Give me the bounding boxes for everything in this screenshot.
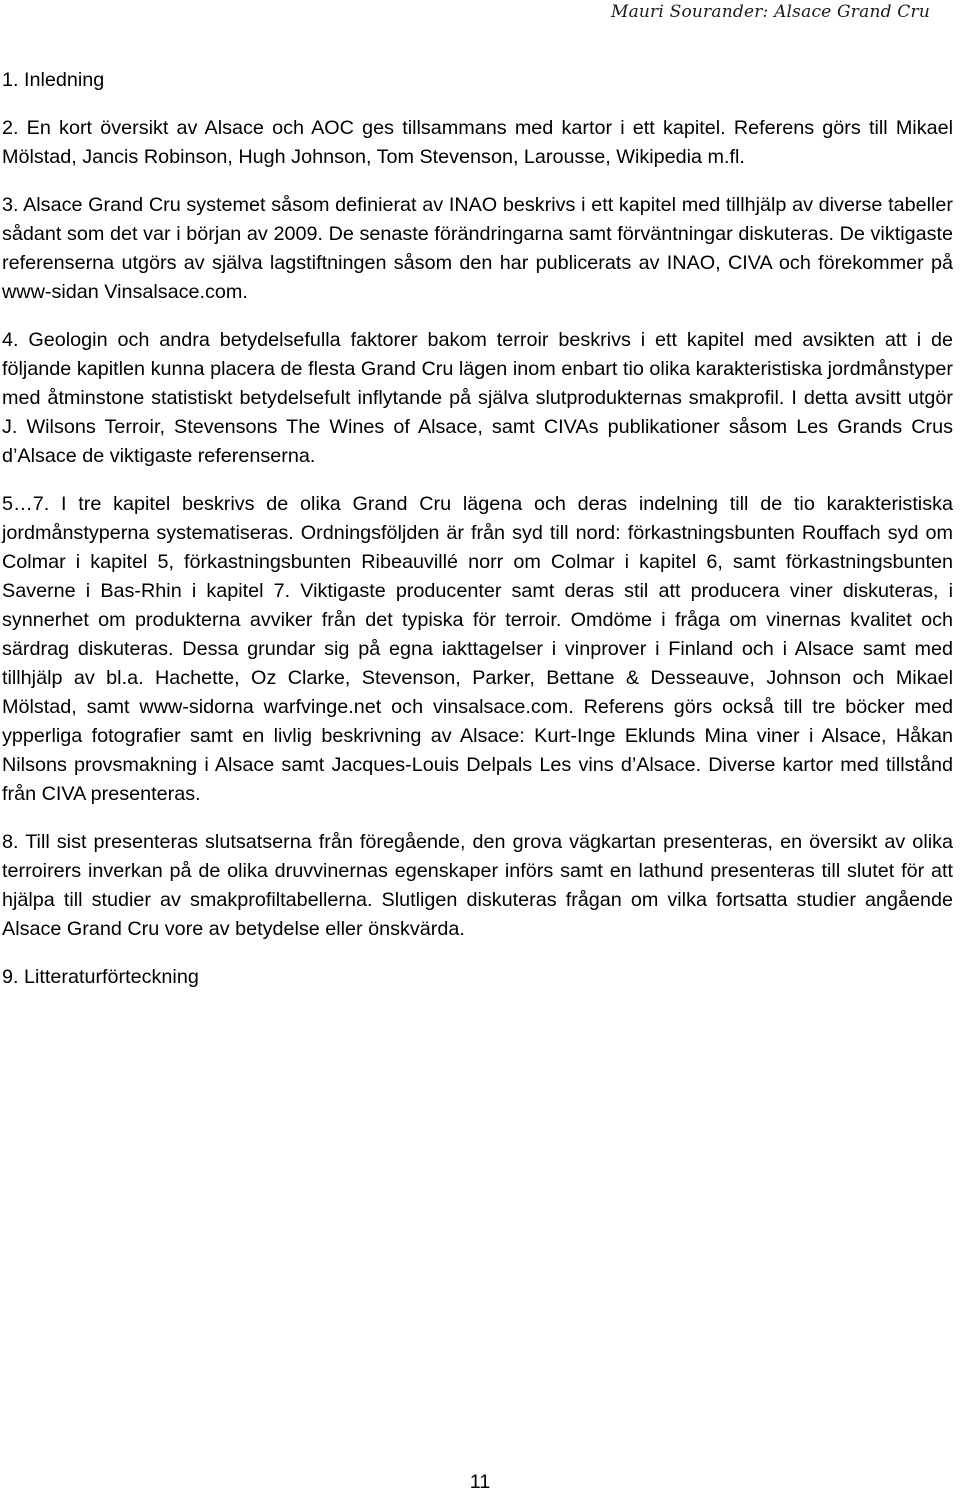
chapter-item-8: 8. Till sist presenteras slutsatserna från föregående, den grova vägkartan presenteras, en översikt av olika terroirers inverkan på de olika druvvinernas egenskaper införs samt en lathund presenteras till slutet för att hjälpa till studier av smakprofiltabellerna. Slutligen diskuteras frågan om vilka fortsatta studier angående Alsace Grand Cru vore av betydelse eller önskvärda. bbox=[2, 831, 953, 940]
chapter-item-4: 4. Geologin och andra betydelsefulla faktorer bakom terroir beskrivs i ett kapitel med avsikten att i de följande kapitlen kunna placera de flesta Grand Cru lägen inom enbart tio olika karakteristiska jordmånstyper med åtminstone statistiskt betydelsefult inflytande på själva slutprodukternas smakprofil. I detta avsitt utgör J. Wilsons Terroir, Stevensons The Wines of Alsace, samt CIVAs publikationer såsom Les Grands Crus d’Alsace de viktigaste referenserna. bbox=[2, 329, 953, 467]
chapter-item-3: 3. Alsace Grand Cru systemet såsom definierat av INAO beskrivs i ett kapitel med tillhjälp av diverse tabeller sådant som det var i början av 2009. De senaste förändringarna samt förväntningar diskuteras. De viktigaste referenserna utgörs av själva lagstiftningen såsom den har publicerats av INAO, CIVA och förekommer på www-sidan Vinsalsace.com. bbox=[2, 194, 953, 303]
running-header: Mauri Sourander: Alsace Grand Cru bbox=[610, 2, 930, 22]
document-body bbox=[2, 66, 953, 1011]
chapter-item-1: 1. Inledning bbox=[2, 69, 105, 91]
chapter-item-9: 9. Litteraturförteckning bbox=[2, 966, 199, 988]
chapter-item-5-7: 5…7. I tre kapitel beskrivs de olika Grand Cru lägena och deras indelning till de tio karakteristiska jordmånstyperna systematiseras. Ordningsföljden är från syd till nord: förkastningsbunten Rouffach syd om Colmar i kapitel 5, förkastningsbunten Ribeauvillé norr om Colmar i kapitel 6, samt förkastningsbunten Saverne i Bas-Rhin i kapitel 7. Viktigaste producenter samt deras stil att producera viner diskuteras, i synnerhet om produkterna avviker från det typiska för terroir. Omdöme i fråga om vinernas kvalitet och särdrag diskuteras. Dessa grundar sig på egna iakttagelser i vinprover i Finland och i Alsace samt med tillhjälp av bl.a. Hachette, Oz Clarke, Stevenson, Parker, Bettane & Desseauve, Johnson och Mikael Mölstad, samt www-sidorna warfvinge.net och vinsalsace.com. Referens görs också till tre böcker med ypperliga fotografier samt en livlig beskrivning av Alsace: Kurt-Inge Eklunds Mina viner i Alsace, Håkan Nilsons provsmakning i Alsace samt Jacques-Louis Delpals Les vins d’Alsace. Diverse kartor med tillstånd från CIVA presenteras. bbox=[2, 493, 953, 805]
chapter-item-2: 2. En kort översikt av Alsace och AOC ges tillsammans med kartor i ett kapitel. Referens görs till Mikael Mölstad, Jancis Robinson, Hugh Johnson, Tom Stevenson, Larousse, Wikipedia m.fl. bbox=[2, 117, 953, 168]
page-number: 11 bbox=[469, 1471, 491, 1493]
